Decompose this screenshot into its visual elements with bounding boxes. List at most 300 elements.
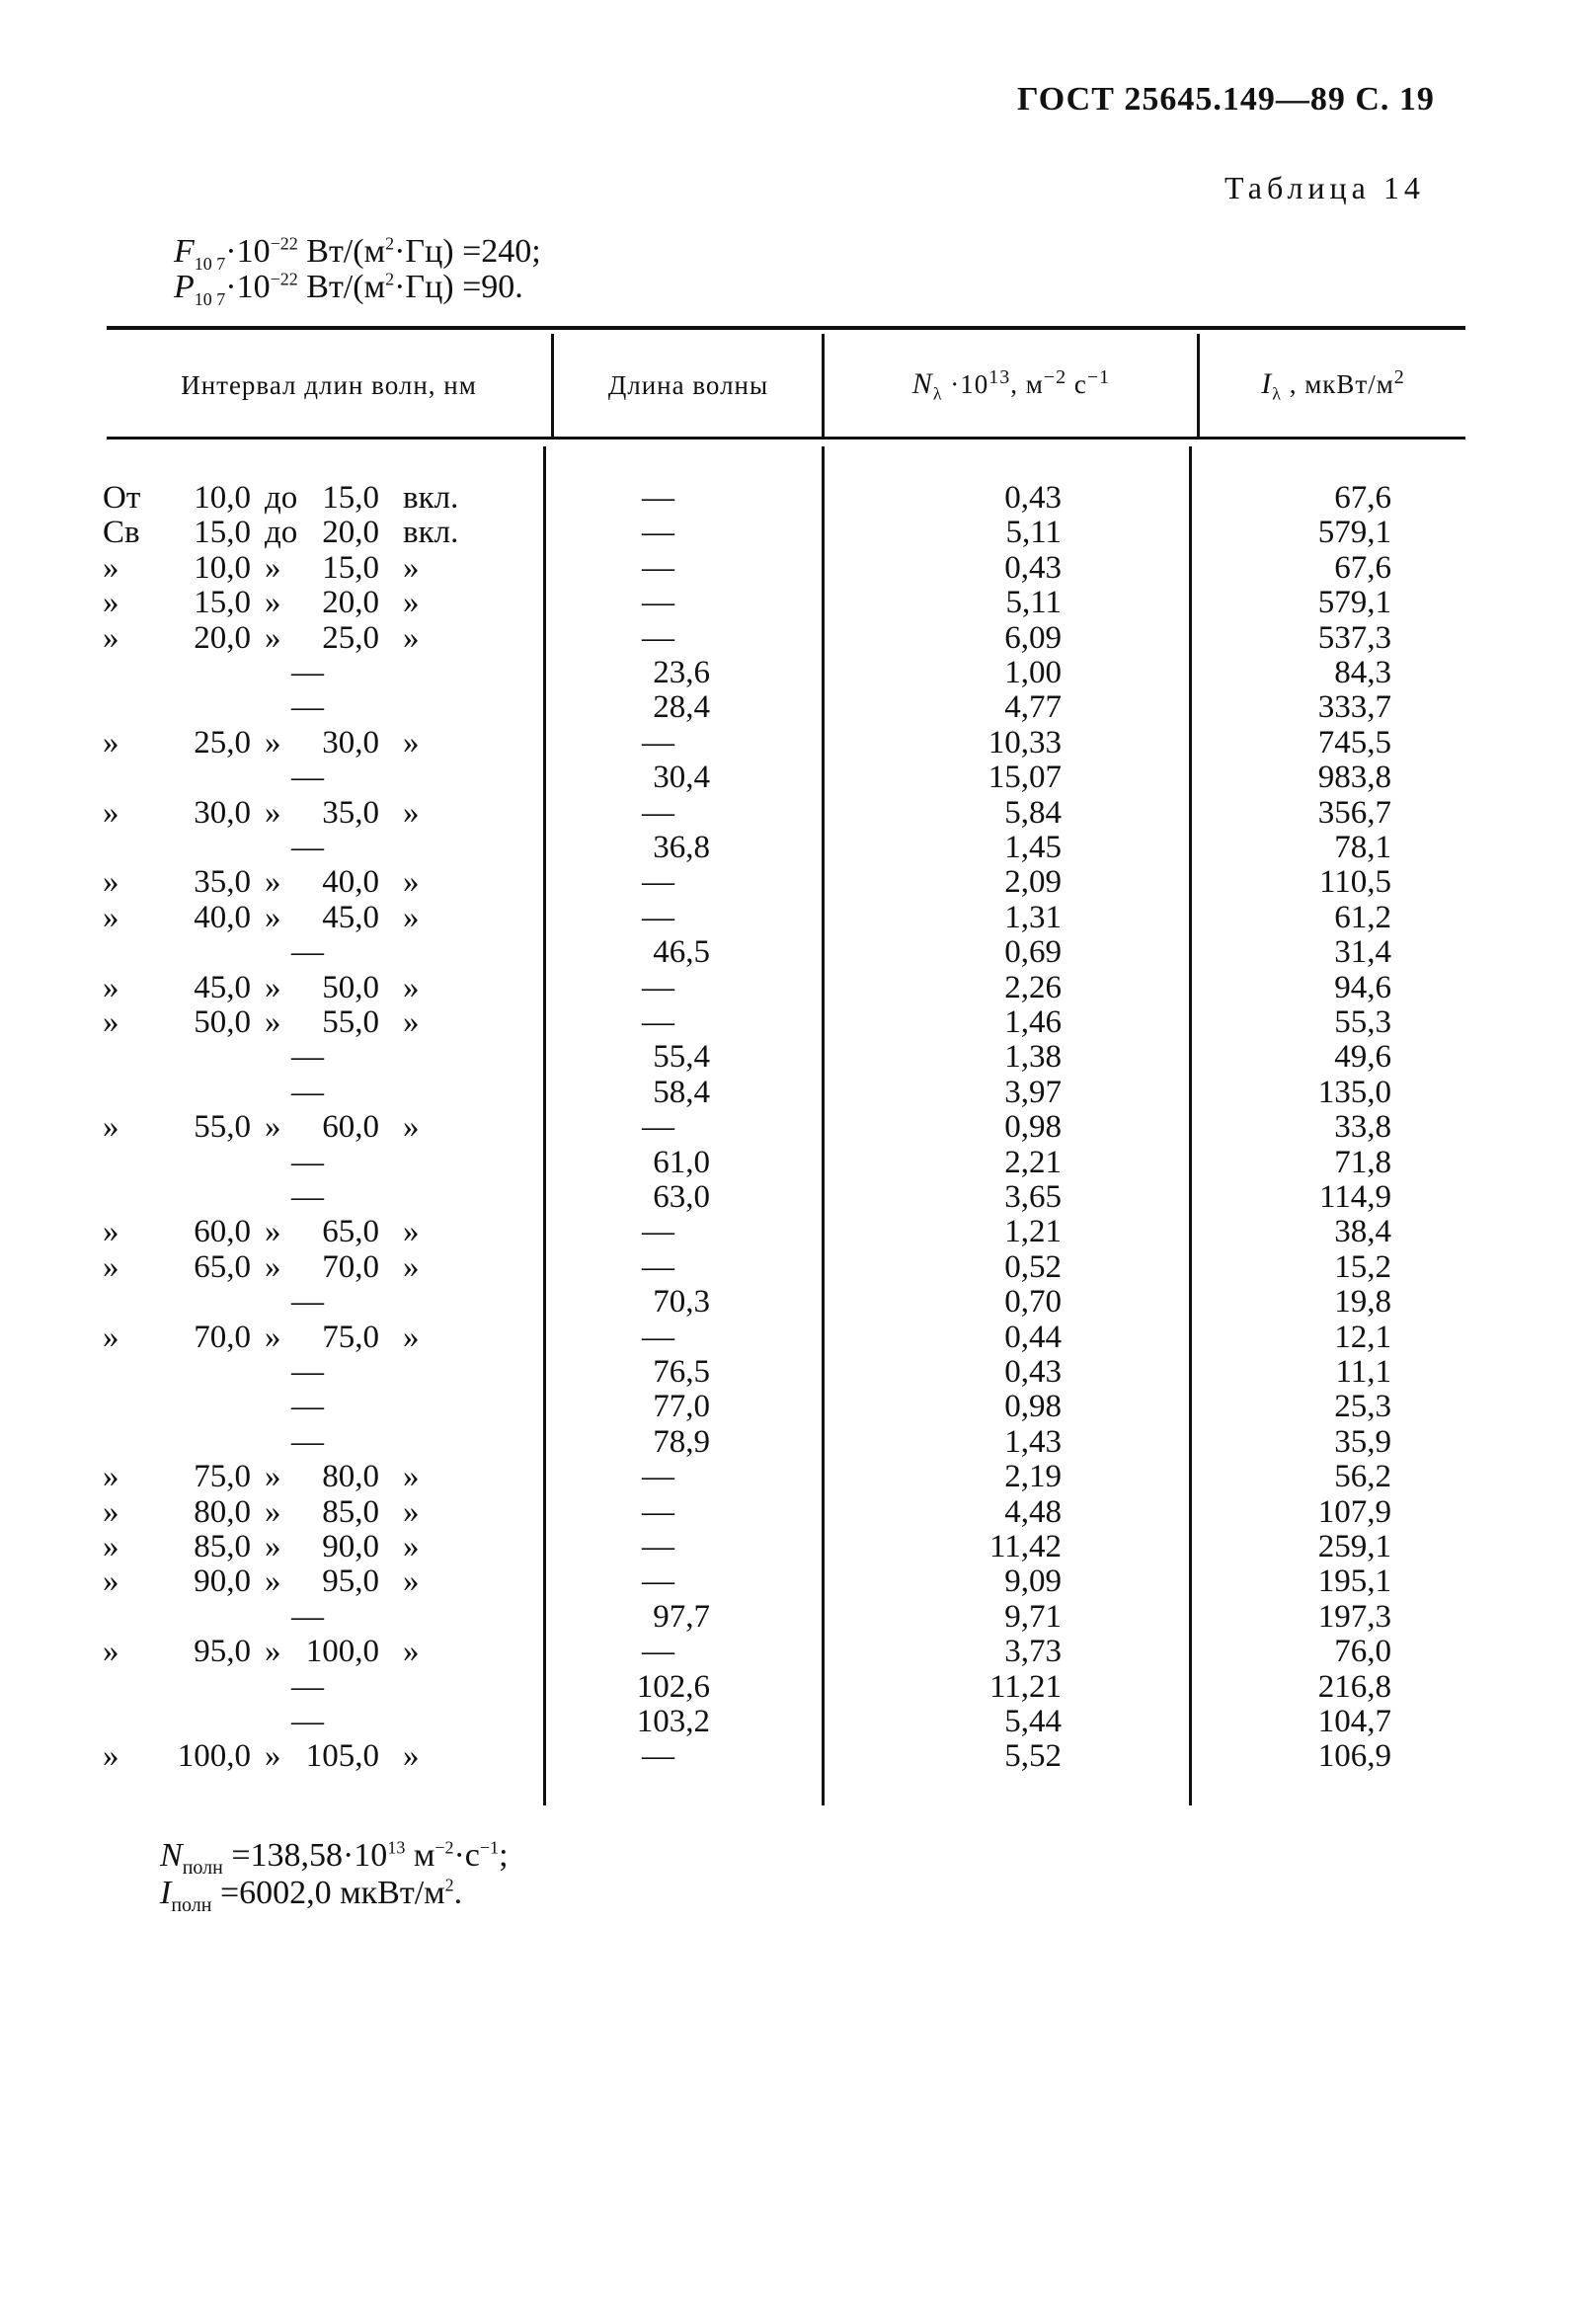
i-value-cell: 56,2 — [1334, 1459, 1391, 1495]
flux-p-m-exp: 2 — [385, 269, 395, 289]
interval-dash: — — [291, 1598, 324, 1635]
i-symbol: I — [1261, 366, 1273, 400]
i-value-cell: 197,3 — [1317, 1598, 1391, 1635]
interval-to: 90,0 — [322, 1529, 379, 1564]
interval-mid: » — [265, 549, 281, 586]
flux-p-rest: Вт/(м — [297, 269, 386, 305]
interval-suffix: » — [403, 864, 420, 901]
n-value-cell: 0,43 — [1004, 1354, 1062, 1390]
interval-suffix: » — [403, 1214, 420, 1250]
n-value-cell: 3,97 — [1004, 1074, 1062, 1110]
wavelength-cell: — — [642, 1634, 674, 1670]
interval-dash: — — [291, 1074, 324, 1110]
n-value-cell: 2,26 — [1004, 969, 1062, 1005]
interval-dash: — — [291, 1423, 324, 1460]
n-value-cell: 5,84 — [1004, 794, 1062, 831]
n-value-cell: 9,09 — [1004, 1563, 1062, 1600]
interval-to: 25,0 — [322, 619, 379, 656]
total-n-end: ; — [499, 1837, 509, 1874]
interval-mid: » — [265, 794, 281, 831]
flux-p-line — [174, 269, 523, 310]
interval-from: 100,0 — [177, 1738, 251, 1775]
wavelength-cell: 55,4 — [653, 1039, 710, 1076]
interval-prefix: » — [103, 1493, 119, 1530]
interval-mid: » — [265, 1634, 281, 1670]
table-row — [0, 655, 1579, 690]
interval-prefix: » — [103, 864, 119, 901]
table-row — [0, 1075, 1579, 1110]
interval-suffix: вкл. — [403, 515, 459, 551]
interval-to: 65,0 — [322, 1214, 379, 1250]
total-i-text: =6002,0 мкВт/м — [211, 1875, 445, 1911]
flux-f-rest2: ·Гц) =240; — [394, 233, 541, 270]
table-row — [0, 515, 1579, 550]
table-row — [0, 1249, 1579, 1285]
interval-dash: — — [291, 1179, 324, 1215]
interval-mid: » — [265, 585, 281, 621]
wavelength-cell: 30,4 — [653, 760, 710, 796]
i-value-cell: 67,6 — [1334, 480, 1391, 516]
wavelength-cell: 63,0 — [653, 1179, 710, 1215]
table-row — [0, 620, 1579, 656]
n-value-cell: 0,43 — [1004, 480, 1062, 516]
interval-to: 80,0 — [322, 1459, 379, 1495]
wavelength-cell: — — [642, 480, 674, 516]
flux-f-symbol: F — [174, 233, 195, 270]
interval-mid: » — [265, 1248, 281, 1285]
n-value-cell: 0,44 — [1004, 1319, 1062, 1355]
interval-suffix: » — [403, 1634, 420, 1670]
table-row — [0, 1109, 1579, 1145]
interval-prefix: » — [103, 794, 119, 831]
table-row — [0, 1529, 1579, 1564]
interval-to: 95,0 — [322, 1563, 379, 1600]
interval-prefix: » — [103, 1248, 119, 1285]
i-value-cell: 11,1 — [1335, 1354, 1391, 1390]
interval-mid: » — [265, 899, 281, 935]
interval-dash: — — [291, 1668, 324, 1705]
interval-prefix: » — [103, 1214, 119, 1250]
wavelength-cell: — — [642, 864, 674, 901]
wavelength-cell: — — [642, 794, 674, 831]
table-row — [0, 1459, 1579, 1494]
wavelength-cell: — — [642, 724, 674, 761]
interval-mid: » — [265, 1459, 281, 1495]
interval-from: 70,0 — [194, 1319, 251, 1355]
table-top-rule — [107, 326, 1465, 330]
flux-p-rest2: ·Гц) =90. — [394, 269, 523, 305]
i-value-cell: 195,1 — [1317, 1563, 1391, 1600]
n-value-cell: 4,77 — [1004, 689, 1062, 726]
total-n-line — [160, 1837, 509, 1880]
interval-prefix: Св — [103, 515, 140, 551]
flux-f-rest: Вт/(м — [297, 233, 386, 270]
interval-dash: — — [291, 655, 324, 690]
i-value-cell: 106,9 — [1317, 1738, 1391, 1775]
i-value-cell: 135,0 — [1317, 1074, 1391, 1110]
total-i-exp: 2 — [444, 1875, 454, 1895]
table-row — [0, 1284, 1579, 1320]
wavelength-cell: 103,2 — [636, 1704, 710, 1739]
interval-from: 85,0 — [194, 1529, 251, 1564]
interval-to: 70,0 — [322, 1248, 379, 1285]
page-header: ГОСТ 25645.149—89 С. 19 — [1017, 81, 1435, 118]
interval-mid: » — [265, 1319, 281, 1355]
total-n-exp: 13 — [387, 1837, 406, 1858]
i-value-cell: 33,8 — [1334, 1109, 1391, 1146]
interval-from: 75,0 — [194, 1459, 251, 1495]
interval-suffix: » — [403, 1004, 420, 1040]
i-value-cell: 71,8 — [1334, 1144, 1391, 1180]
interval-from: 45,0 — [194, 969, 251, 1005]
interval-dash: — — [291, 1039, 324, 1076]
wavelength-cell: — — [642, 585, 674, 621]
n-value-cell: 1,21 — [1004, 1214, 1062, 1250]
interval-from: 50,0 — [194, 1004, 251, 1040]
interval-prefix: » — [103, 549, 119, 586]
interval-mid: » — [265, 1493, 281, 1530]
n-value-cell: 15,07 — [987, 760, 1062, 796]
i-value-cell: 107,9 — [1317, 1493, 1391, 1530]
table-row — [0, 1039, 1579, 1075]
interval-prefix: » — [103, 1563, 119, 1600]
interval-from: 15,0 — [194, 515, 251, 551]
interval-to: 85,0 — [322, 1493, 379, 1530]
table-row — [0, 760, 1579, 795]
table-row — [0, 900, 1579, 935]
interval-suffix: » — [403, 794, 420, 831]
total-i-end: . — [453, 1875, 463, 1911]
flux-f-m-exp: 2 — [385, 233, 395, 254]
i-units-exp: 2 — [1393, 365, 1405, 388]
n-value-cell: 0,52 — [1004, 1248, 1062, 1285]
n-value-cell: 1,00 — [1004, 655, 1062, 690]
wavelength-cell: 23,6 — [653, 655, 710, 690]
wavelength-cell: — — [642, 1459, 674, 1495]
i-value-cell: 84,3 — [1334, 655, 1391, 690]
interval-suffix: » — [403, 1459, 420, 1495]
n-value-cell: 11,21 — [988, 1668, 1062, 1705]
i-value-cell: 104,7 — [1317, 1704, 1391, 1739]
table-row — [0, 795, 1579, 831]
column-divider-1 — [551, 334, 554, 437]
table-row — [0, 1179, 1579, 1215]
wavelength-cell: 97,7 — [653, 1598, 710, 1635]
interval-to: 60,0 — [322, 1109, 379, 1146]
interval-to: 100,0 — [305, 1634, 379, 1670]
interval-from: 55,0 — [194, 1109, 251, 1146]
interval-mid: » — [265, 724, 281, 761]
col-header-interval: Интервал длин волн, нм — [181, 369, 477, 400]
i-value-cell: 78,1 — [1334, 830, 1391, 865]
wavelength-cell: — — [642, 1319, 674, 1355]
interval-prefix: » — [103, 619, 119, 656]
n-units2-exp: −1 — [1086, 365, 1111, 388]
i-value-cell: 114,9 — [1318, 1179, 1391, 1215]
i-value-cell: 38,4 — [1334, 1214, 1391, 1250]
interval-dash: — — [291, 934, 324, 971]
i-value-cell: 67,6 — [1334, 549, 1391, 586]
interval-prefix: » — [103, 724, 119, 761]
wavelength-cell: 58,4 — [653, 1074, 710, 1110]
table-row — [0, 1424, 1579, 1460]
wavelength-cell: 77,0 — [653, 1389, 710, 1425]
i-value-cell: 356,7 — [1317, 794, 1391, 831]
interval-from: 35,0 — [194, 864, 251, 901]
interval-prefix: » — [103, 1634, 119, 1670]
i-value-cell: 61,2 — [1334, 899, 1391, 935]
flux-p-sub: 10 7 — [194, 288, 226, 309]
interval-suffix: » — [403, 585, 420, 621]
table-row — [0, 1145, 1579, 1180]
interval-to: 15,0 — [322, 480, 379, 516]
flux-f-exp: −22 — [270, 233, 298, 254]
interval-suffix: » — [403, 1563, 420, 1600]
wavelength-cell: — — [642, 969, 674, 1005]
i-value-cell: 19,8 — [1334, 1284, 1391, 1321]
interval-from: 15,0 — [194, 585, 251, 621]
i-value-cell: 110,5 — [1318, 864, 1391, 901]
wavelength-cell: 102,6 — [636, 1668, 710, 1705]
n-units: , м — [1010, 368, 1044, 399]
n-value-cell: 2,21 — [1004, 1144, 1062, 1180]
n-units2: с — [1066, 368, 1087, 399]
total-n-units2: ·с — [453, 1837, 480, 1874]
table-row — [0, 1634, 1579, 1669]
n-value-cell: 3,73 — [1004, 1634, 1062, 1670]
interval-mid: » — [265, 1109, 281, 1146]
interval-suffix: » — [403, 899, 420, 935]
i-value-cell: 579,1 — [1317, 585, 1391, 621]
total-n-units: м — [405, 1837, 435, 1874]
n-exp: 13 — [988, 365, 1011, 388]
n-sub: λ — [932, 383, 943, 404]
n-value-cell: 2,09 — [1004, 864, 1062, 901]
interval-dash: — — [291, 1389, 324, 1425]
interval-prefix: » — [103, 969, 119, 1005]
interval-suffix: » — [403, 1493, 420, 1530]
n-value-cell: 1,46 — [1004, 1004, 1062, 1040]
table-row — [0, 1354, 1579, 1390]
interval-mid: » — [265, 1214, 281, 1250]
interval-to: 20,0 — [322, 515, 379, 551]
interval-from: 60,0 — [194, 1214, 251, 1250]
i-value-cell: 579,1 — [1317, 515, 1391, 551]
n-value-cell: 3,65 — [1004, 1179, 1062, 1215]
interval-suffix: » — [403, 1319, 420, 1355]
table-label: Таблица 14 — [1224, 170, 1425, 205]
interval-suffix: » — [403, 619, 420, 656]
n-value-cell: 11,42 — [988, 1529, 1062, 1564]
interval-to: 105,0 — [305, 1738, 379, 1775]
total-n-text: =138,58·10 — [222, 1837, 388, 1874]
interval-suffix: » — [403, 1738, 420, 1775]
flux-p-symbol: P — [174, 269, 195, 305]
interval-from: 10,0 — [194, 480, 251, 516]
i-value-cell: 76,0 — [1334, 1634, 1391, 1670]
flux-p-mid: ·10 — [225, 269, 271, 305]
interval-to: 50,0 — [322, 969, 379, 1005]
interval-suffix: » — [403, 724, 420, 761]
interval-mid: до — [265, 515, 298, 551]
interval-prefix: » — [103, 1109, 119, 1146]
interval-from: 20,0 — [194, 619, 251, 656]
n-value-cell: 4,48 — [1004, 1493, 1062, 1530]
flux-f-mid: ·10 — [225, 233, 271, 270]
total-n-units2-exp: −1 — [479, 1837, 500, 1858]
table-row — [0, 970, 1579, 1005]
wavelength-cell: 28,4 — [653, 689, 710, 726]
i-value-cell: 15,2 — [1334, 1248, 1391, 1285]
wavelength-cell: — — [642, 899, 674, 935]
interval-mid: » — [265, 1004, 281, 1040]
total-i-sub: полн — [171, 1893, 212, 1916]
table-row — [0, 585, 1579, 620]
interval-to: 75,0 — [322, 1319, 379, 1355]
n-value-cell: 5,11 — [1005, 585, 1062, 621]
interval-from: 25,0 — [194, 724, 251, 761]
table-row — [0, 689, 1579, 725]
i-value-cell: 333,7 — [1317, 689, 1391, 726]
n-value-cell: 10,33 — [987, 724, 1062, 761]
n-rest: ·10 — [942, 368, 989, 399]
interval-prefix: » — [103, 1738, 119, 1775]
interval-mid: » — [265, 1738, 281, 1775]
interval-prefix: От — [103, 480, 141, 516]
i-value-cell: 983,8 — [1317, 760, 1391, 796]
interval-dash: — — [291, 760, 324, 796]
wavelength-cell: 36,8 — [653, 830, 710, 865]
interval-dash: — — [291, 1144, 324, 1180]
interval-suffix: » — [403, 1109, 420, 1146]
i-value-cell: 537,3 — [1317, 619, 1391, 656]
i-value-cell: 216,8 — [1317, 1668, 1391, 1705]
wavelength-cell: 78,9 — [653, 1423, 710, 1460]
table-row — [0, 1320, 1579, 1355]
table-row — [0, 864, 1579, 900]
interval-prefix: » — [103, 1319, 119, 1355]
table-header-rule — [107, 437, 1465, 440]
n-value-cell: 0,70 — [1004, 1284, 1062, 1321]
n-value-cell: 0,98 — [1004, 1389, 1062, 1425]
interval-to: 15,0 — [322, 549, 379, 586]
wavelength-cell: 70,3 — [653, 1284, 710, 1321]
interval-to: 20,0 — [322, 585, 379, 621]
table-row — [0, 1738, 1579, 1774]
interval-dash: — — [291, 1284, 324, 1321]
column-divider-3 — [1197, 334, 1200, 437]
col-header-n — [826, 336, 1197, 435]
flux-f-sub: 10 7 — [194, 253, 226, 274]
n-value-cell: 0,69 — [1004, 934, 1062, 971]
interval-to: 45,0 — [322, 899, 379, 935]
table-row — [0, 725, 1579, 761]
n-value-cell: 1,31 — [1004, 899, 1062, 935]
wavelength-cell: — — [642, 1248, 674, 1285]
total-i-line — [160, 1875, 462, 1917]
n-value-cell: 5,44 — [1004, 1704, 1062, 1739]
wavelength-cell: — — [642, 1109, 674, 1146]
table-row — [0, 550, 1579, 586]
flux-p-exp: −22 — [270, 269, 298, 289]
table-row — [0, 1494, 1579, 1530]
i-value-cell: 55,3 — [1334, 1004, 1391, 1040]
col-header-i — [1201, 336, 1465, 435]
interval-prefix: » — [103, 1529, 119, 1564]
total-n-units-exp: −2 — [434, 1837, 454, 1858]
n-symbol: N — [911, 366, 933, 400]
interval-from: 80,0 — [194, 1493, 251, 1530]
interval-to: 30,0 — [322, 724, 379, 761]
table-row — [0, 480, 1579, 516]
i-value-cell: 94,6 — [1334, 969, 1391, 1005]
table-row — [0, 1214, 1579, 1249]
wavelength-cell: — — [642, 515, 674, 551]
wavelength-cell: — — [642, 1493, 674, 1530]
wavelength-cell: — — [642, 1529, 674, 1564]
n-value-cell: 5,11 — [1005, 515, 1062, 551]
i-value-cell: 35,9 — [1334, 1423, 1391, 1460]
interval-dash: — — [291, 1704, 324, 1739]
interval-mid: » — [265, 969, 281, 1005]
interval-suffix: » — [403, 1248, 420, 1285]
i-value-cell: 259,1 — [1317, 1529, 1391, 1564]
interval-suffix: » — [403, 969, 420, 1005]
wavelength-cell: — — [642, 549, 674, 586]
n-value-cell: 1,43 — [1004, 1423, 1062, 1460]
i-sub: λ — [1272, 383, 1282, 404]
interval-from: 90,0 — [194, 1563, 251, 1600]
interval-from: 10,0 — [194, 549, 251, 586]
table-row — [0, 1704, 1579, 1739]
table-row — [0, 1389, 1579, 1424]
i-value-cell: 745,5 — [1317, 724, 1391, 761]
interval-dash: — — [291, 1354, 324, 1390]
table-row — [0, 1669, 1579, 1705]
table-row — [0, 1599, 1579, 1635]
interval-prefix: » — [103, 1459, 119, 1495]
wavelength-cell: — — [642, 619, 674, 656]
wavelength-cell: 46,5 — [653, 934, 710, 971]
wavelength-cell: 61,0 — [653, 1144, 710, 1180]
interval-mid: » — [265, 1529, 281, 1564]
wavelength-cell: — — [642, 1004, 674, 1040]
interval-mid: » — [265, 864, 281, 901]
interval-suffix: » — [403, 1529, 420, 1564]
interval-suffix: » — [403, 549, 420, 586]
interval-to: 40,0 — [322, 864, 379, 901]
interval-dash: — — [291, 689, 324, 726]
table-row — [0, 934, 1579, 970]
column-divider-2 — [822, 334, 825, 437]
interval-prefix: » — [103, 1004, 119, 1040]
interval-prefix: » — [103, 585, 119, 621]
n-value-cell: 5,52 — [1004, 1738, 1062, 1775]
interval-mid: » — [265, 1563, 281, 1600]
n-units-exp: −2 — [1043, 365, 1067, 388]
n-value-cell: 0,98 — [1004, 1109, 1062, 1146]
n-value-cell: 1,45 — [1004, 830, 1062, 865]
interval-from: 65,0 — [194, 1248, 251, 1285]
n-value-cell: 0,43 — [1004, 549, 1062, 586]
table-row — [0, 1004, 1579, 1040]
interval-from: 40,0 — [194, 899, 251, 935]
total-i-symbol: I — [160, 1875, 172, 1911]
interval-mid: до — [265, 480, 298, 516]
i-value-cell: 31,4 — [1334, 934, 1391, 971]
interval-from: 30,0 — [194, 794, 251, 831]
col-header-wavelength: Длина волны — [607, 369, 769, 400]
